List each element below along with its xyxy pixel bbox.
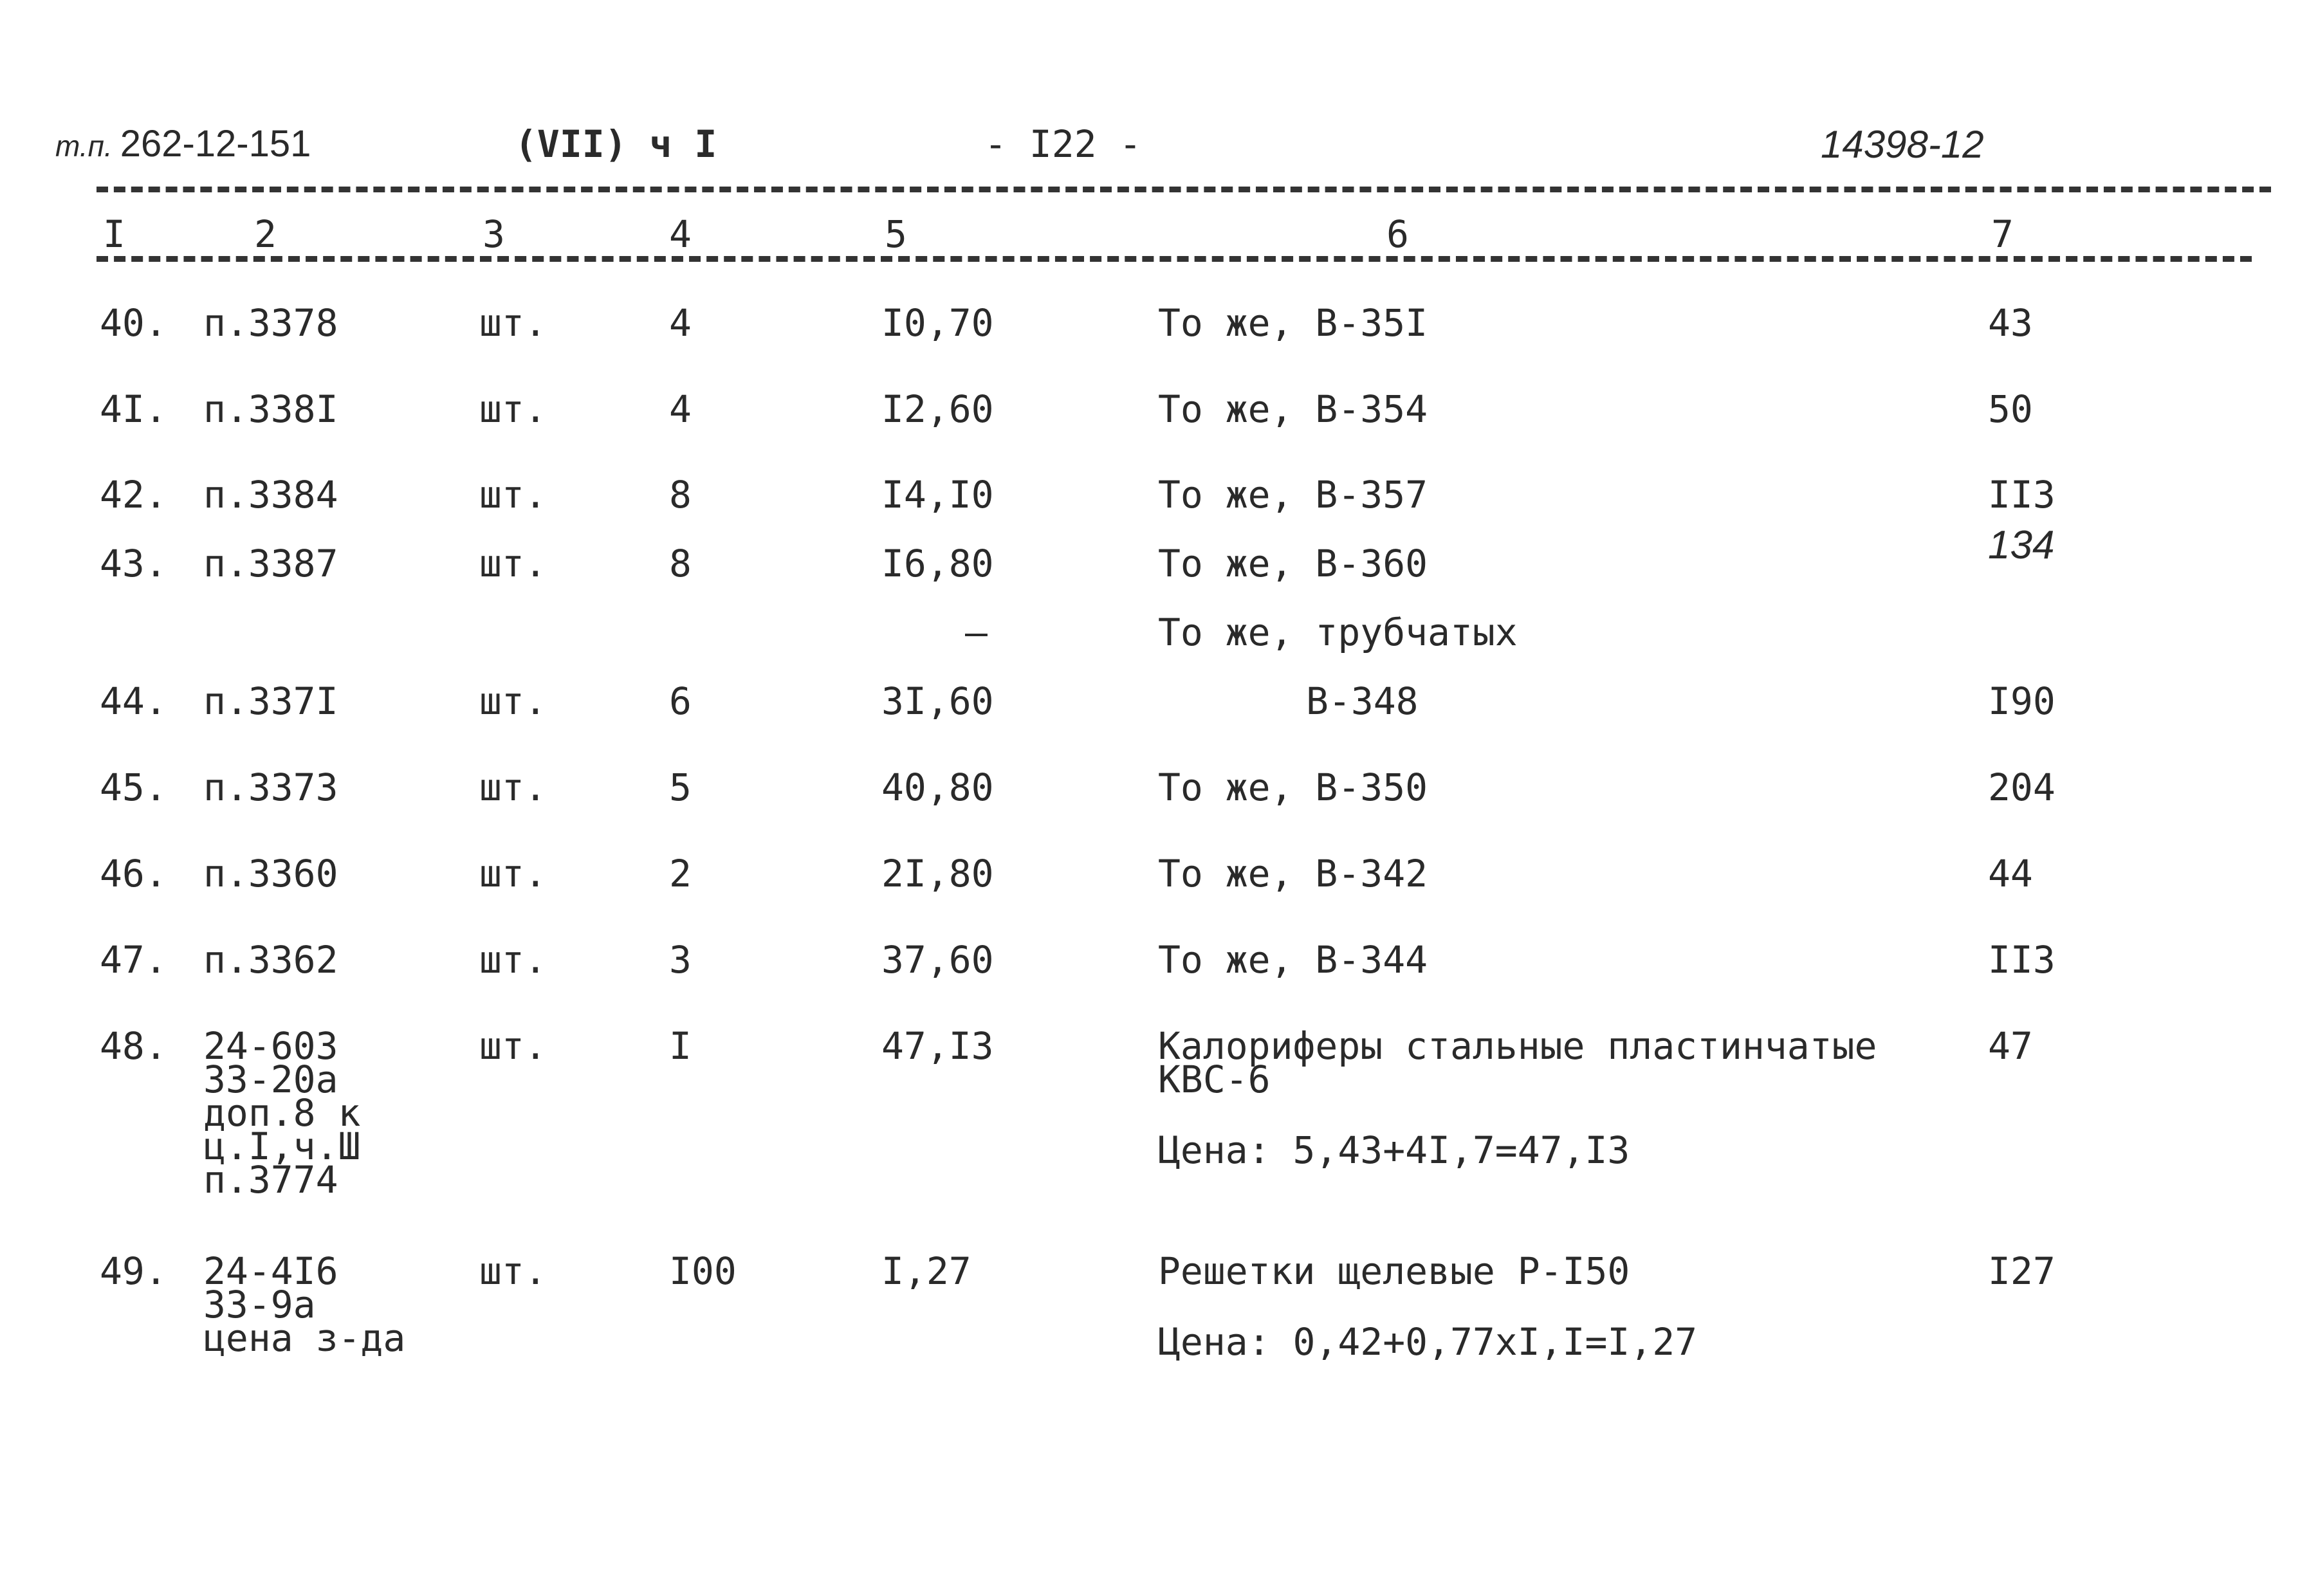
row-number: 40. [100,301,167,345]
row-qty: 6 [669,679,692,723]
handwritten-ref: 14398-12 [1821,123,1984,166]
row-unit: шт. [479,679,547,723]
row-ref: п.3362 [203,938,338,982]
row-price: 3I,60 [881,679,994,723]
row-desc: Решетки щелевые Р-I50 [1158,1249,1630,1293]
row-number: 44. [100,679,167,723]
row-total: II3 [1988,473,2056,517]
row-qty: 3 [669,938,692,982]
row-desc: То же, трубчатых [1158,610,1518,654]
row-price: I2,60 [881,387,994,431]
row-number: 45. [100,766,167,809]
column-number-2: 2 [254,212,277,256]
row-number: 48. [100,1024,167,1068]
row-price: I6,80 [881,542,994,585]
doc-code-value: 262-12-151 [120,123,311,165]
row-price-formula: Цена: 0,42+0,77хI,I=I,27 [1158,1320,1698,1364]
row-price: I0,70 [881,301,994,345]
column-number-6: 6 [1386,212,1409,256]
row-number: 46. [100,852,167,895]
row-total: 204 [1988,766,2056,809]
column-number-3: 3 [483,212,505,256]
column-number-7: 7 [1991,212,2014,256]
row-number: 42. [100,473,167,517]
row-desc: Калориферы стальные пластинчатые КВС-6 [1158,1024,1877,1101]
row-qty: 5 [669,766,692,809]
row-price: 47,I3 [881,1024,994,1068]
row-qty: I [669,1024,692,1068]
header-divider [97,187,2271,192]
row-total-handwritten: 134 [1988,523,2055,567]
row-price: 40,80 [881,766,994,809]
doc-prefix: т.п. [55,129,113,163]
row-ref: п.3360 [203,852,338,895]
column-header-divider [97,256,2252,262]
row-price: I,27 [881,1249,971,1293]
row-unit: шт. [479,542,547,585]
row-total: 44 [1988,852,2033,895]
row-qty: I00 [669,1249,737,1293]
row-desc: То же, В-357 [1158,473,1428,517]
row-unit: шт. [479,301,547,345]
row-ref: п.3373 [203,766,338,809]
row-qty: 4 [669,387,692,431]
row-desc: То же, В-360 [1158,542,1428,585]
row-unit: шт. [479,852,547,895]
row-qty: 2 [669,852,692,895]
row-unit: шт. [479,473,547,517]
row-price: I4,I0 [881,473,994,517]
row-unit: шт. [479,1249,547,1293]
column-number-1: I [103,212,125,256]
row-desc: То же, В-342 [1158,852,1428,895]
row-desc: В-348 [1306,679,1419,723]
column-number-4: 4 [669,212,692,256]
row-unit: шт. [479,938,547,982]
column-number-5: 5 [885,212,907,256]
row-total: 50 [1988,387,2033,431]
row-price: 37,60 [881,938,994,982]
row-desc: То же, В-354 [1158,387,1428,431]
row-unit: шт. [479,1024,547,1068]
row-price-formula: Цена: 5,43+4I,7=47,I3 [1158,1128,1630,1172]
row-number: 4I. [100,387,167,431]
row-total: I90 [1988,679,2056,723]
row-ref: п.338I [203,387,338,431]
row-ref: п.3384 [203,473,338,517]
row-desc: То же, В-344 [1158,938,1428,982]
row-number: 43. [100,542,167,585]
row-ref: 24-603 33-20а доп.8 к ц.I,ч.Ш п.3774 [203,1024,361,1202]
row-desc: То же, В-35I [1158,301,1428,345]
row-qty: 8 [669,473,692,517]
row-ref: п.3378 [203,301,338,345]
page-number: - I22 - [984,122,1142,166]
row-ref: п.337I [203,679,338,723]
row-ref: 24-4I6 33-9а цена з-да [203,1249,406,1360]
row-unit: шт. [479,766,547,809]
section-label: (VII) ч I [515,122,717,166]
row-total: I27 [1988,1249,2056,1293]
row-qty: 4 [669,301,692,345]
row-number: 49. [100,1249,167,1293]
row-unit: шт. [479,387,547,431]
doc-code [55,122,311,165]
row-total: 47 [1988,1024,2033,1068]
row-price: 2I,80 [881,852,994,895]
row-total: 43 [1988,301,2033,345]
row-ref: п.3387 [203,542,338,585]
row-number: 47. [100,938,167,982]
row-total: II3 [1988,938,2056,982]
row-qty: 8 [669,542,692,585]
row-desc: То же, В-350 [1158,766,1428,809]
row-price-dash: – [965,610,988,654]
